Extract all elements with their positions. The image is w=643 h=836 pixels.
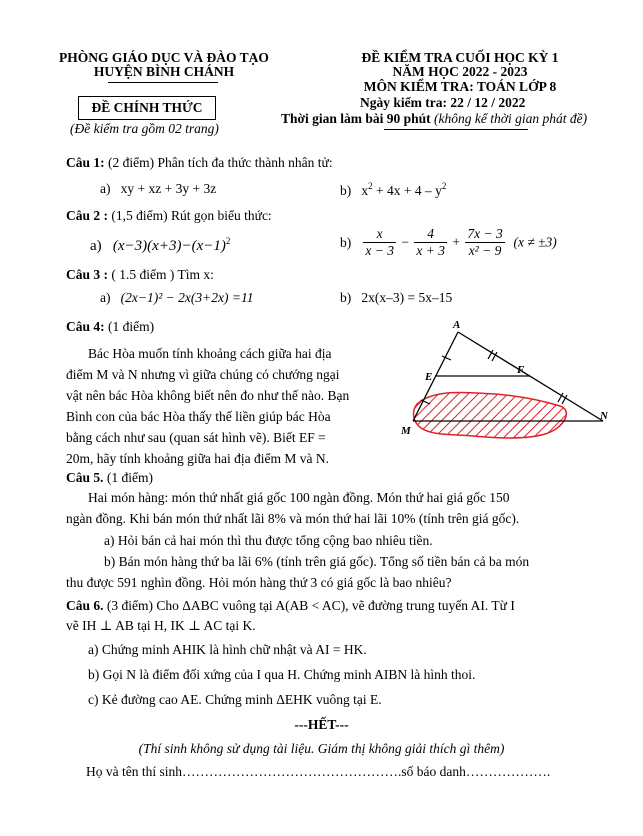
q5-p1-line1: Hai món hàng: món thứ nhất giá gốc 100 ngàn đồng. Món thứ hai giá gốc 150	[88, 490, 510, 505]
q4-line: điểm M và N nhưng vì giữa chúng có chướng ngại	[66, 367, 340, 382]
q4-points: (1 điểm)	[108, 319, 155, 334]
school-year: NĂM HỌC 2022 - 2023	[392, 64, 528, 79]
q2-title: Câu 2 :	[66, 208, 109, 223]
q4-line: 20m, hãy tính khoảng giữa hai địa điểm M và N.	[66, 451, 330, 466]
q5-title: Câu 5.	[66, 470, 104, 485]
q3-b-expr: 2x(x–3) = 5x–15	[361, 290, 453, 305]
tick-mark	[442, 356, 451, 360]
q6-line1	[66, 598, 515, 614]
end-marker: ---HẾT---	[294, 717, 349, 732]
q1-b-exp-2: 2	[441, 181, 447, 191]
q1-a-label: a)	[100, 181, 111, 196]
q5-a: a) Hỏi bán cả hai món thì thu được tổng cộng bao nhiêu tiền.	[104, 533, 433, 548]
q2-a-label: a)	[90, 238, 102, 254]
q5-points: (1 điểm)	[106, 470, 154, 485]
q3-header	[66, 267, 214, 283]
q3-a-expr: (2x−1)² − 2x(3+2x) =11	[120, 290, 254, 305]
q1-b-label: b)	[340, 183, 352, 198]
q1-header	[66, 155, 333, 171]
exam-date: Ngày kiểm tra: 22 / 12 / 2022	[360, 95, 526, 110]
q2-b	[340, 226, 557, 259]
q2-b-fraction-3: $\frac{7x - 3}{\text{x² − 9}}$	[467, 226, 503, 258]
q1-b-expr-2: + 4x + 4 – y	[372, 183, 442, 198]
exam-title: ĐỀ KIỂM TRA CUỐI HỌC KỲ 1	[361, 50, 559, 65]
q4-line: bằng cách như sau (quan sát hình vẽ). Biết EF =	[66, 430, 326, 445]
subject: MÔN KIỂM TRA: TOÁN LỚP 8	[363, 79, 557, 94]
q5-header	[66, 470, 153, 486]
label-M: M	[401, 425, 411, 437]
district-name: HUYỆN BÌNH CHÁNH	[93, 64, 235, 79]
q5-b-line2: thu được 591 nghìn đồng. Hỏi món hàng thứ 3 có giá gốc là bao nhiêu?	[66, 575, 452, 590]
official-label: ĐỀ CHÍNH THỨC	[91, 100, 203, 115]
q4-body	[66, 343, 386, 469]
q1-a	[100, 181, 216, 197]
q2-b-label: b)	[340, 234, 352, 250]
q2-b-fraction-1: $\frac{x}{x - 3}$	[365, 226, 394, 258]
q1-b-exp-1: 2	[368, 181, 373, 191]
q1-b-expr-1: x	[361, 183, 369, 198]
header-underline-right	[384, 129, 528, 130]
q4-title: Câu 4:	[66, 319, 105, 334]
q1-title: Câu 1:	[66, 155, 105, 170]
q6-a: a) Chứng minh AHIK là hình chữ nhật và AI = HK.	[88, 642, 367, 657]
candidate-name-line: Họ và tên thí sinh………………………………………….số báo danh……………….	[86, 764, 551, 779]
q3-text: ( 1.5 điểm ) Tìm x:	[111, 267, 214, 282]
q3-b	[340, 290, 452, 306]
q4-line: Bình con của bác Hòa thấy thế liền giúp bác Hòa	[66, 409, 331, 424]
label-E: E	[425, 371, 433, 383]
q3-title: Câu 3 :	[66, 267, 109, 282]
department-name: PHÒNG GIÁO DỤC VÀ ĐÀO TẠO	[59, 50, 269, 65]
q1-b	[340, 181, 446, 199]
q2-a-exp: 2	[225, 236, 231, 246]
label-A: A	[453, 319, 461, 331]
time-italic: (không kể thời gian phát đề)	[434, 111, 588, 126]
pages-note: (Đề kiểm tra gồm 02 trang)	[70, 121, 219, 136]
q6-title: Câu 6.	[66, 598, 104, 613]
q4-line: Bác Hòa muốn tính khoảng cách giữa hai địa	[88, 346, 332, 361]
q2-a	[90, 236, 230, 255]
header-underline-left	[108, 82, 218, 83]
label-F: F	[517, 364, 525, 376]
label-N: N	[600, 410, 608, 422]
q6-c: c) Kẻ đường cao AE. Chứng minh ΔEHK vuông tại E.	[88, 692, 382, 707]
q4-header	[66, 319, 154, 335]
footer-note: (Thí sinh không sử dụng tài liệu. Giám thị không giải thích gì thêm)	[138, 741, 505, 756]
q3-b-label: b)	[340, 290, 352, 305]
q6-text: (3 điểm) Cho ΔABC vuông tại A(AB < AC), vẽ đường trung tuyến AI. Từ I	[106, 598, 515, 613]
q6-b: b) Gọi N là điểm đối xứng của I qua H. Chứng minh AIBN là hình thoi.	[88, 667, 476, 682]
q2-b-op2: +	[452, 234, 460, 250]
time-limit	[281, 111, 587, 127]
q1-text: (2 điểm) Phân tích đa thức thành nhân tử:	[108, 155, 333, 170]
q2-text: (1,5 điểm) Rút gọn biểu thức:	[111, 208, 272, 223]
q2-b-condition: (x ≠ ±3)	[513, 234, 557, 250]
q4-line: vật nên bác Hòa không biết nên đo như thế nào. Bạn	[66, 388, 350, 403]
q2-b-op1: −	[401, 234, 409, 250]
q2-header	[66, 208, 272, 224]
q2-b-fraction-2: $\frac{4}{x + 3}$	[416, 226, 445, 258]
official-box	[78, 96, 216, 120]
q3-a-label: a)	[100, 290, 111, 305]
q5-b-line1: b) Bán món hàng thứ ba lãi 6% (tính trên giá gốc). Tổng số tiền bán cả ba món	[104, 554, 530, 569]
obstacle-region	[414, 392, 567, 438]
q1-a-expr: xy + xz + 3y + 3z	[120, 181, 217, 196]
time-bold: Thời gian làm bài 90 phút	[281, 111, 431, 126]
q3-a	[100, 290, 253, 306]
q5-p1-line2: ngàn đồng. Khi bán món thứ nhất lãi 8% và món thứ hai lãi 10% (tính trên giá gốc).	[66, 511, 520, 526]
q6-line2: vẽ IH ⊥ AB tại H, IK ⊥ AC tại K.	[66, 618, 256, 633]
q4-figure	[395, 318, 625, 463]
q2-a-expr: (x−3)(x+3)−(x−1)	[112, 238, 226, 254]
